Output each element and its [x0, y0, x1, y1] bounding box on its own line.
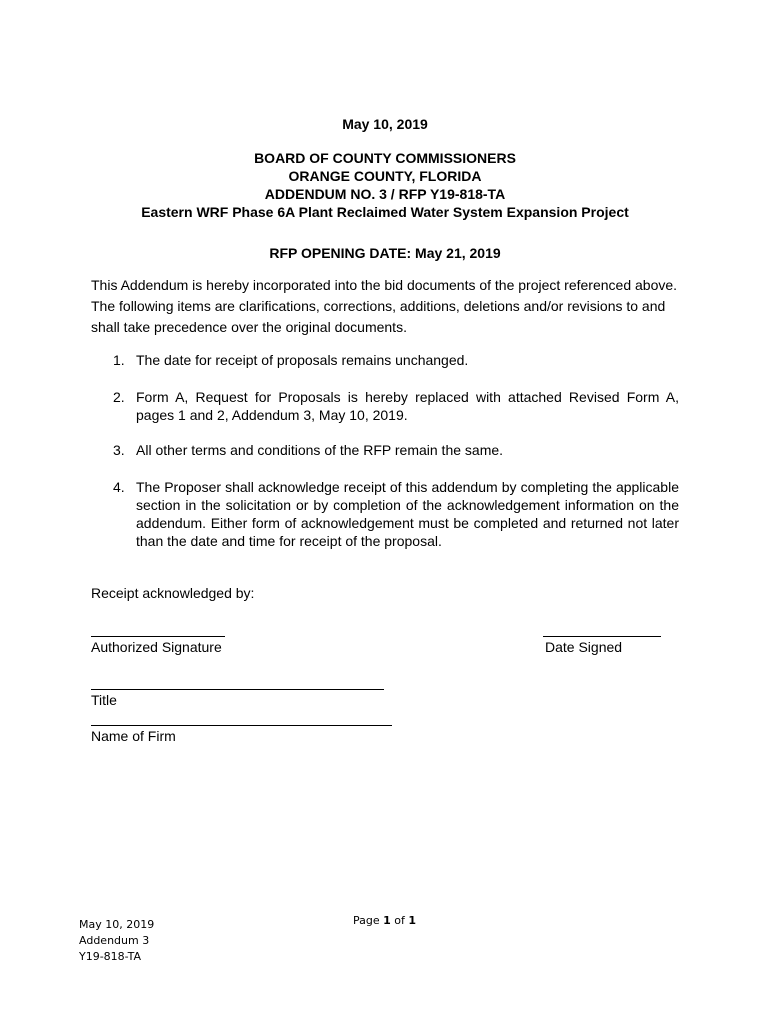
footer-date: May 10, 2019	[79, 918, 155, 931]
list-item-text: The date for receipt of proposals remains unchanged.	[136, 352, 469, 368]
page-prefix: Page	[353, 914, 384, 927]
footer-addendum: Addendum 3	[79, 934, 150, 947]
page-current: 1	[383, 914, 391, 927]
list-item-1	[113, 351, 679, 369]
date-signed-line	[543, 636, 661, 637]
footer-left	[79, 917, 154, 965]
page-of: of	[390, 914, 409, 927]
list-item-3	[113, 441, 679, 459]
page-total: 1	[408, 914, 417, 927]
list-item-number: 4.	[113, 479, 125, 495]
list-item-number: 1.	[113, 352, 125, 368]
name-of-firm-label: Name of Firm	[91, 728, 176, 744]
list-item-number: 3.	[113, 442, 125, 458]
firm-line	[91, 725, 392, 726]
board-heading: BOARD OF COUNTY COMMISSIONERS	[254, 150, 516, 166]
list-item-4	[113, 478, 679, 550]
footer-rfp-number: Y19-818-TA	[79, 950, 142, 963]
project-heading: Eastern WRF Phase 6A Plant Reclaimed Water System Expansion Project	[141, 204, 629, 220]
signature-line	[91, 636, 225, 637]
county-heading: ORANGE COUNTY, FLORIDA	[288, 168, 482, 184]
list-item-text: The Proposer shall acknowledge receipt of this addendum by completing the applicable section in the solicitation or by completion of the acknowledgement information on the addendum. Either form of acknowledgement must be completed and returned not later than the date and time for receipt of the proposal.	[136, 479, 679, 549]
page-number	[353, 913, 416, 929]
title-label: Title	[91, 692, 117, 708]
addendum-heading: ADDENDUM NO. 3 / RFP Y19-818-TA	[264, 186, 506, 202]
date-signed-label: Date Signed	[545, 639, 623, 655]
list-item-number: 2.	[113, 389, 125, 405]
authorized-signature-label: Authorized Signature	[91, 639, 222, 655]
opening-date: RFP OPENING DATE: May 21, 2019	[269, 245, 501, 261]
title-line	[91, 689, 384, 690]
list-item-text: All other terms and conditions of the RFP remain the same.	[136, 442, 504, 458]
list-item-text: Form A, Request for Proposals is hereby replaced with attached Revised Form A, pages 1 and 2, Addendum 3, May 10, 2019.	[136, 389, 679, 423]
list-item-2	[113, 388, 679, 424]
receipt-acknowledged-label: Receipt acknowledged by:	[91, 585, 255, 601]
intro-paragraph: This Addendum is hereby incorporated into the bid documents of the project referenced above. The following items are clarifications, corrections, additions, deletions and/or revisions to and shall take precedence over the original documents.	[91, 277, 678, 335]
document-date: May 10, 2019	[342, 116, 428, 132]
